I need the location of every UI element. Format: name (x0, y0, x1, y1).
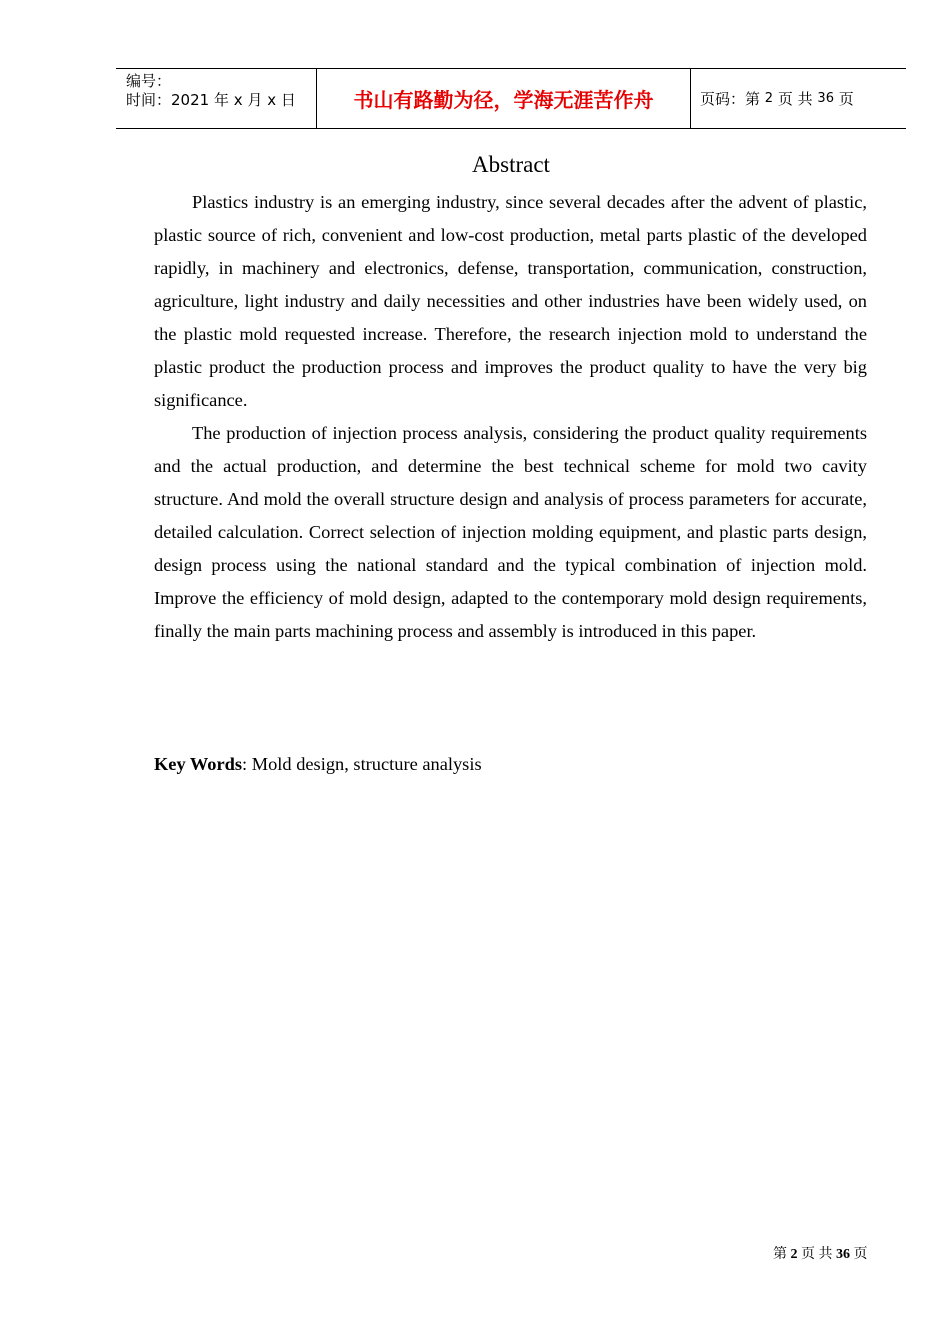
time-day: x (267, 91, 277, 109)
page-label: 页码：第 (700, 90, 761, 108)
header-meta-cell (116, 69, 317, 128)
page-total: 36 (817, 91, 834, 106)
time-month-unit: 月 (247, 91, 263, 109)
abstract-title: Abstract (472, 152, 550, 177)
footer-current: 2 (790, 1247, 798, 1262)
time-line (126, 90, 296, 110)
time-label: 时间： (126, 91, 172, 109)
time-year: 2021 (171, 91, 210, 109)
header-motto: 书山有路勤为径，学海无涯苦作舟 (317, 69, 691, 128)
footer-suffix: 页 (853, 1247, 868, 1262)
time-month: x (233, 91, 243, 109)
abstract-paragraph-1: Plastics industry is an emerging industry, since several decades after the advent of plastic, plastic source of rich, convenient and low-cost production, metal parts plastic of the developed rapidly, in machinery and electronics, defense, transportation, communication, construction, agriculture, light industry and daily necessities and other industries have been widely used, on the plastic mold requested increase. Therefore, the research injection mold to understand the plastic product the production process and improves the product quality to have the very big significance. (154, 192, 867, 410)
page-footer (773, 1245, 868, 1265)
footer-prefix: 第 (773, 1247, 787, 1262)
header-page-number (691, 69, 906, 128)
abstract-body (154, 186, 867, 648)
keywords-value: : Mold design, structure analysis (242, 754, 482, 774)
page-mid: 页 共 (777, 90, 813, 108)
time-year-unit: 年 (213, 91, 229, 109)
keywords-label: Key Words (154, 754, 243, 774)
footer-mid: 页 共 (801, 1247, 833, 1262)
page-header (116, 68, 906, 129)
time-day-unit: 日 (280, 91, 296, 109)
keywords-line (154, 748, 482, 781)
serial-label: 编号： (126, 72, 172, 90)
abstract-paragraph-2: The production of injection process analysis, considering the product quality requirements and the actual production, and determine the best technical scheme for mold two cavity structure. And mold the overall structure design and analysis of process parameters for accurate, detailed calculation. Correct selection of injection molding equipment, and plastic parts design, design process using the national standard and the typical combination of injection mold. Improve the efficiency of mold design, adapted to the contemporary mold design requirements, finally the main parts machining process and assembly is introduced in this paper. (154, 423, 867, 641)
page-current: 2 (764, 91, 774, 106)
page-end: 页 (838, 90, 854, 108)
footer-total: 36 (836, 1247, 850, 1262)
